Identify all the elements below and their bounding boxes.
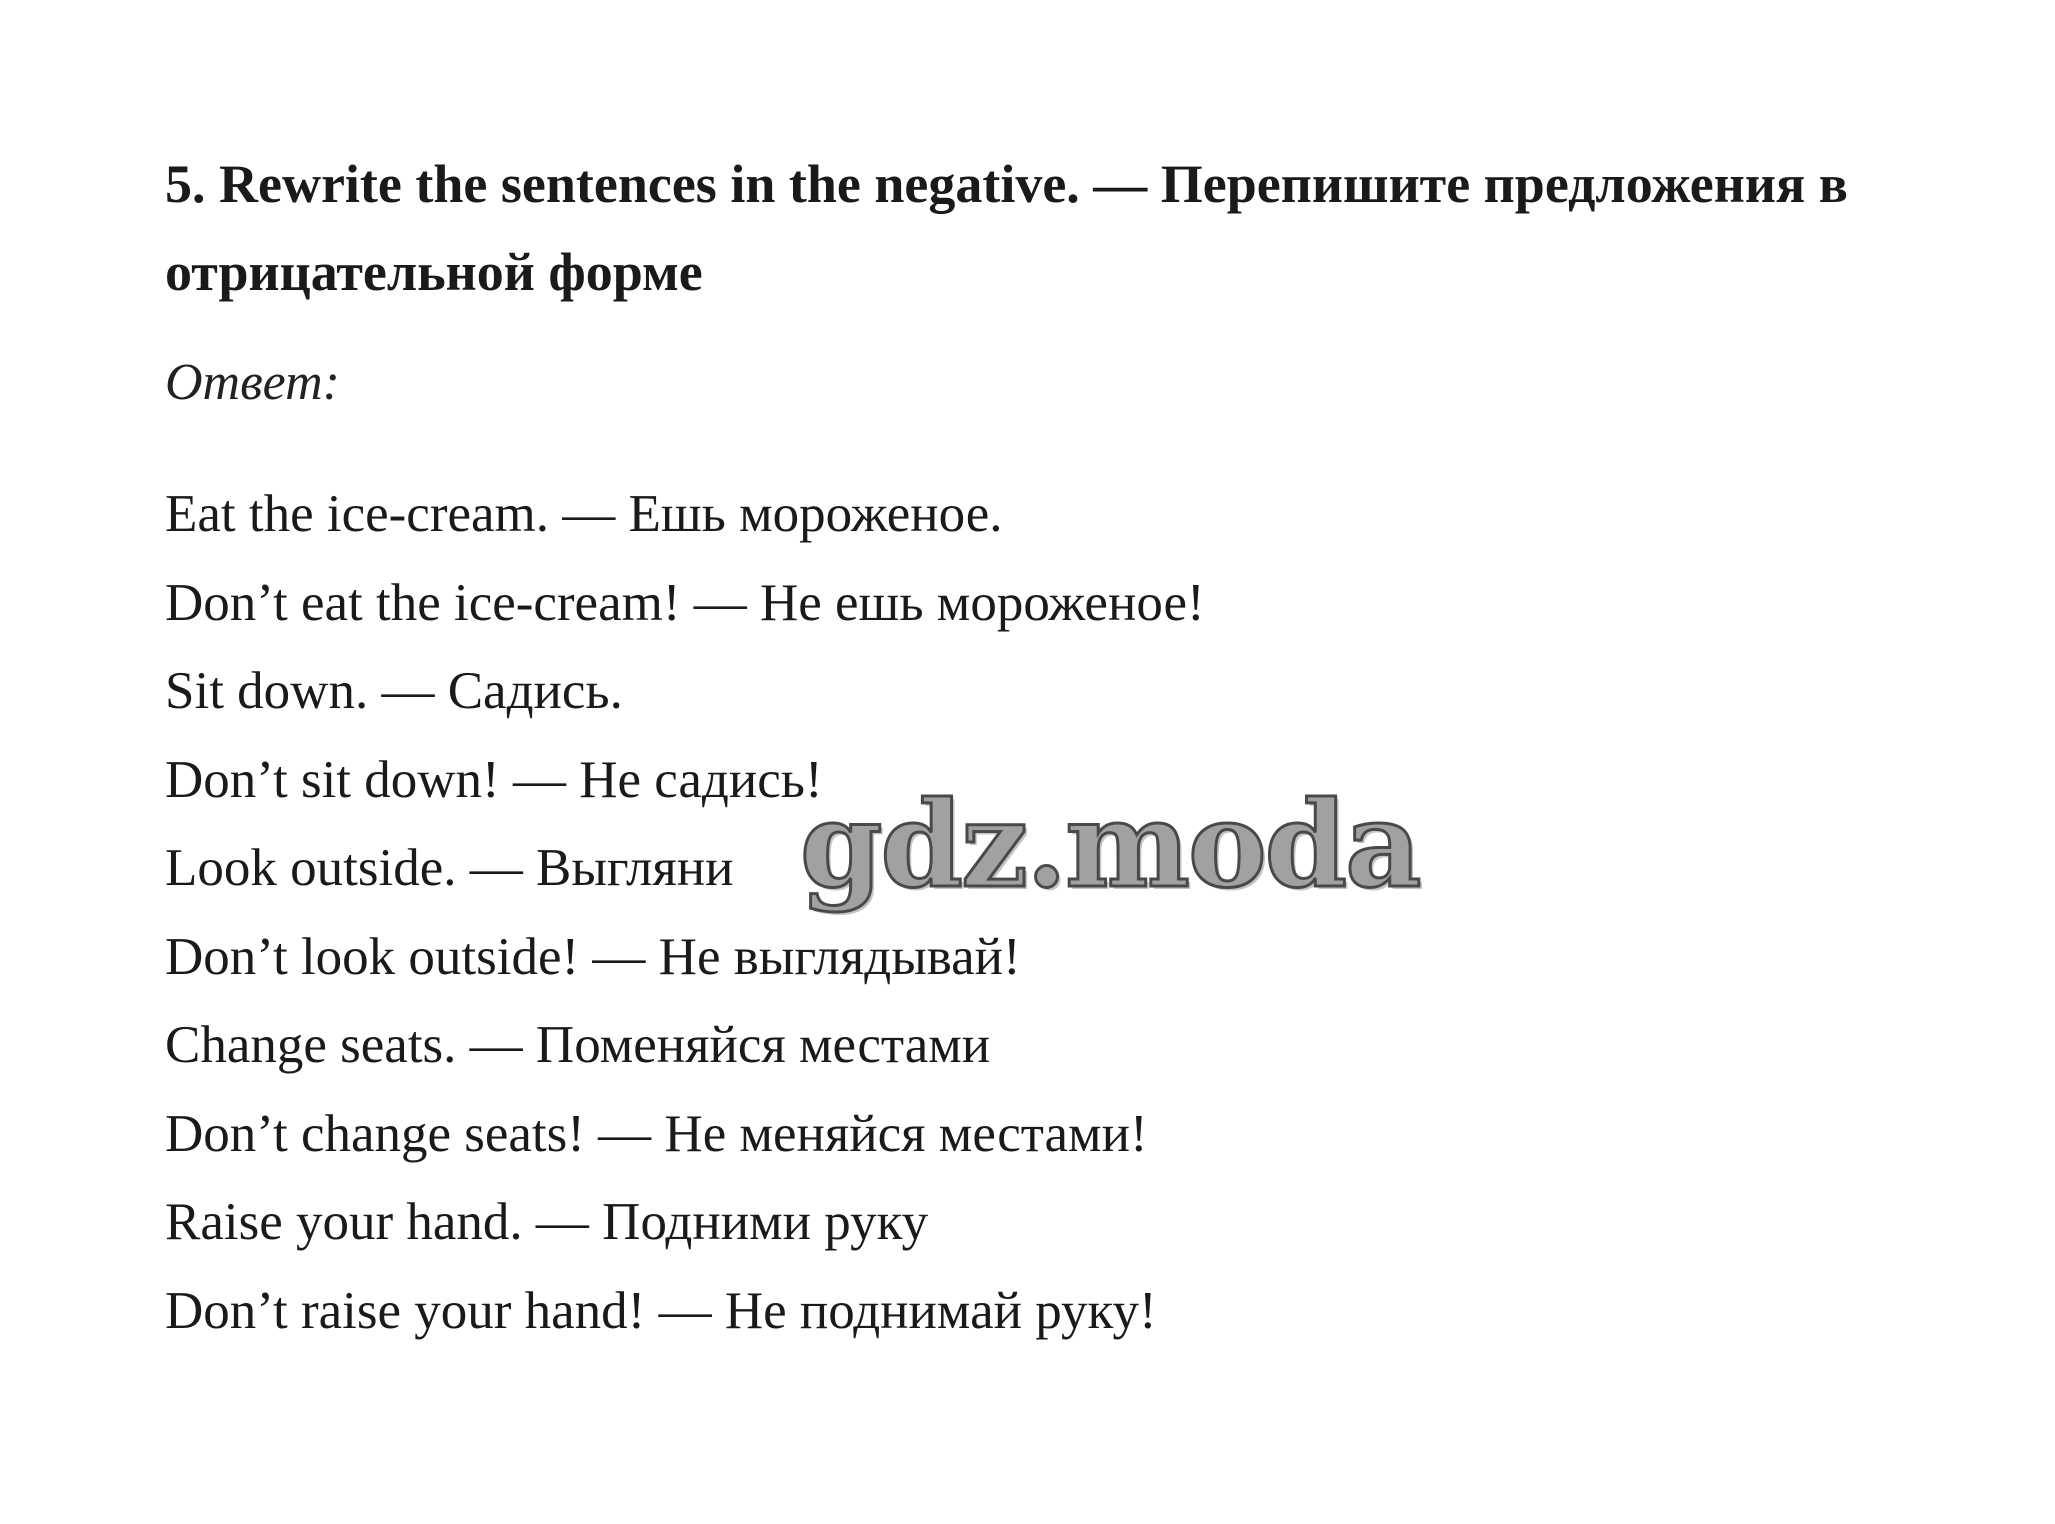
watermark-logo: gdz.moda xyxy=(800,775,1420,914)
answer-line: Sit down. — Садись. xyxy=(165,662,623,720)
answer-line: Raise your hand. — Подними руку xyxy=(165,1193,929,1251)
answer-line: Don’t eat the ice-cream! — Не ешь мороженое! xyxy=(165,573,1205,632)
answer-label: Ответ: xyxy=(165,354,340,411)
answer-line: Look outside. — Выгляни xyxy=(165,839,734,897)
answer-line: Don’t raise your hand! — Не поднимай руку! xyxy=(165,1281,1157,1340)
answer-line: Don’t look outside! — Не выглядывай! xyxy=(165,927,1021,986)
task-title: 5. Rewrite the sentences in the negative. — Перепишите предложения в отрицательной форме xyxy=(165,154,1848,302)
answer-line: Change seats. — Поменяйся местами xyxy=(165,1016,991,1074)
answer-line: Eat the ice-cream. — Ешь мороженое. xyxy=(165,485,1003,543)
answer-line: Don’t change seats! — Не меняйся местами! xyxy=(165,1104,1148,1163)
answer-line: Don’t sit down! — Не садись! xyxy=(165,750,823,809)
